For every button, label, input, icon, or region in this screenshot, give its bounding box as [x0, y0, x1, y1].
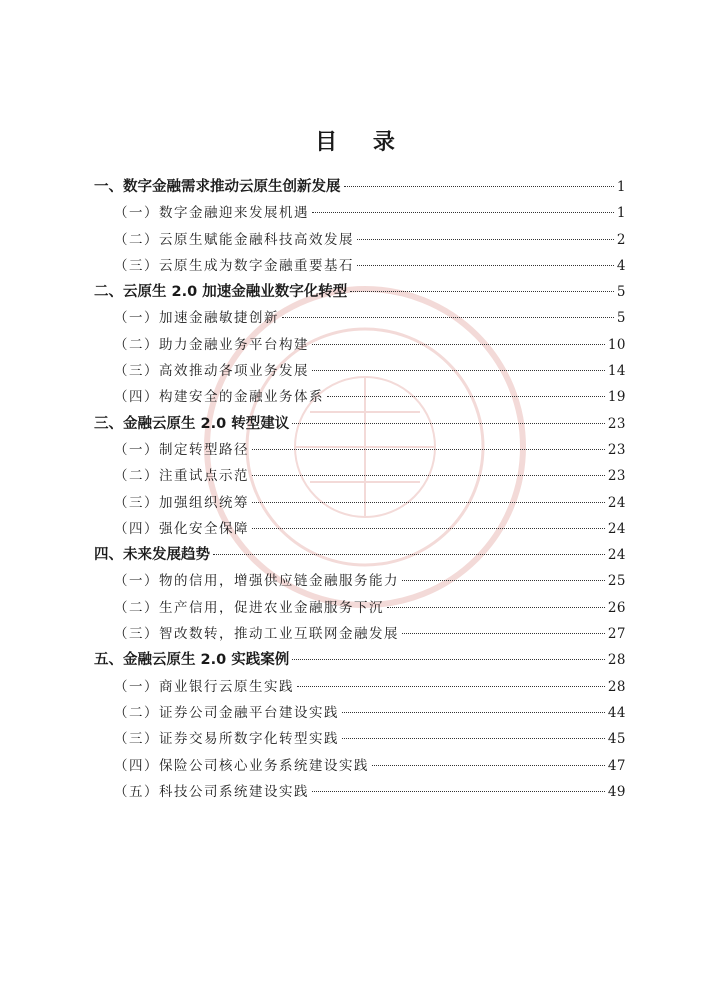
toc-entry-label: （二）生产信用，促进农业金融服务下沉 — [114, 599, 384, 616]
toc-page-number: 27 — [607, 626, 626, 643]
toc-title: 目 录 — [315, 130, 409, 155]
toc-entry-label: 一、数字金融需求推动云原生创新发展 — [94, 179, 341, 195]
toc-dot-leader — [282, 317, 614, 318]
toc-entry-label: （四）强化安全保障 — [114, 520, 249, 537]
toc-dot-leader — [402, 633, 605, 634]
toc-entry-label: （一）加速金融敏捷创新 — [114, 310, 279, 327]
toc-entry-label: 五、金融云原生 2.0 实践案例 — [94, 652, 290, 669]
toc-entry-label: 四、未来发展趋势 — [94, 547, 210, 564]
toc-page-number: 26 — [607, 599, 626, 616]
toc-entry-label: （二）证券公司金融平台建设实践 — [114, 704, 339, 721]
toc-section-entry[interactable] — [94, 621, 626, 647]
toc-page-number: 1 — [616, 205, 626, 222]
toc-dot-leader — [312, 344, 605, 345]
toc-dot-leader — [357, 265, 614, 266]
toc-page-number: 45 — [607, 731, 626, 748]
toc-entry-label: 二、云原生 2.0 加速金融业数字化转型 — [94, 284, 348, 301]
toc-entry-label: （二）助力金融业务平台构建 — [114, 336, 309, 353]
toc-page-number: 44 — [607, 704, 626, 721]
toc-dot-leader — [387, 607, 605, 608]
toc-dot-leader — [350, 291, 614, 292]
toc-section-entry[interactable] — [94, 305, 626, 331]
toc-page-number: 49 — [607, 783, 626, 800]
toc-section-entry[interactable] — [94, 253, 626, 279]
toc-dot-leader — [252, 528, 605, 529]
toc-entry-label: （三）智改数转，推动工业互联网金融发展 — [114, 626, 399, 643]
toc-chapter-entry[interactable] — [94, 174, 626, 200]
toc-section-entry[interactable] — [94, 490, 626, 516]
toc-entry-label: 三、金融云原生 2.0 转型建议 — [94, 415, 290, 432]
toc-entry-label: （五）科技公司系统建设实践 — [114, 783, 309, 800]
toc-chapter-entry[interactable] — [94, 647, 626, 673]
toc-page-number: 2 — [616, 231, 626, 248]
toc-dot-leader — [312, 370, 605, 371]
toc-section-entry[interactable] — [94, 463, 626, 489]
toc-dot-leader — [213, 554, 605, 555]
toc-section-entry[interactable] — [94, 200, 626, 226]
toc-dot-leader — [402, 580, 605, 581]
toc-section-entry[interactable] — [94, 384, 626, 410]
toc-entry-label: （四）构建安全的金融业务体系 — [114, 389, 324, 406]
toc-page-number: 24 — [607, 547, 626, 564]
toc-dot-leader — [252, 449, 605, 450]
toc-section-entry[interactable] — [94, 726, 626, 752]
toc-section-entry[interactable] — [94, 779, 626, 805]
toc-dot-leader — [372, 765, 605, 766]
toc-dot-leader — [344, 186, 614, 187]
toc-page-number: 28 — [607, 678, 626, 695]
toc-entry-label: （三）高效推动各项业务发展 — [114, 363, 309, 380]
toc-page-number: 10 — [607, 336, 626, 353]
toc-page-number: 4 — [616, 257, 626, 274]
toc-section-entry[interactable] — [94, 568, 626, 594]
toc-chapter-entry[interactable] — [94, 542, 626, 568]
toc-section-entry[interactable] — [94, 227, 626, 253]
toc-section-entry[interactable] — [94, 437, 626, 463]
toc-page-number: 14 — [607, 363, 626, 380]
toc-section-entry[interactable] — [94, 332, 626, 358]
toc-dot-leader — [342, 712, 605, 713]
toc-list — [94, 174, 626, 805]
toc-page-number: 28 — [607, 652, 626, 669]
toc-entry-label: （一）商业银行云原生实践 — [114, 678, 294, 695]
toc-section-entry[interactable] — [94, 753, 626, 779]
toc-page-number: 24 — [607, 494, 626, 511]
toc-page-number: 23 — [607, 415, 626, 432]
toc-section-entry[interactable] — [94, 516, 626, 542]
toc-chapter-entry[interactable] — [94, 279, 626, 305]
toc-entry-label: （三）证券交易所数字化转型实践 — [114, 731, 339, 748]
toc-page-number: 19 — [607, 389, 626, 406]
toc-dot-leader — [292, 423, 605, 424]
toc-dot-leader — [342, 738, 605, 739]
toc-entry-label: （二）云原生赋能金融科技高效发展 — [114, 231, 354, 248]
toc-page-number: 5 — [616, 310, 626, 327]
toc-section-entry[interactable] — [94, 595, 626, 621]
toc-dot-leader — [297, 686, 605, 687]
toc-entry-label: （三）云原生成为数字金融重要基石 — [114, 257, 354, 274]
toc-chapter-entry[interactable] — [94, 411, 626, 437]
toc-entry-label: （四）保险公司核心业务系统建设实践 — [114, 757, 369, 774]
toc-entry-label: （三）加强组织统筹 — [114, 494, 249, 511]
toc-entry-label: （一）数字金融迎来发展机遇 — [114, 205, 309, 222]
toc-page-number: 24 — [607, 520, 626, 537]
toc-entry-label: （一）制定转型路径 — [114, 441, 249, 458]
toc-dot-leader — [327, 396, 605, 397]
toc-section-entry[interactable] — [94, 358, 626, 384]
toc-entry-label: （一）物的信用，增强供应链金融服务能力 — [114, 573, 399, 590]
toc-entry-label: （二）注重试点示范 — [114, 468, 249, 485]
toc-dot-leader — [292, 659, 605, 660]
toc-dot-leader — [252, 475, 605, 476]
toc-page-number: 25 — [607, 573, 626, 590]
toc-page-number: 47 — [607, 757, 626, 774]
toc-page-number: 5 — [616, 284, 626, 301]
toc-section-entry[interactable] — [94, 674, 626, 700]
toc-dot-leader — [252, 502, 605, 503]
toc-dot-leader — [312, 791, 605, 792]
toc-dot-leader — [357, 239, 614, 240]
toc-section-entry[interactable] — [94, 700, 626, 726]
toc-page-number: 1 — [616, 179, 626, 195]
toc-dot-leader — [312, 212, 614, 213]
toc-page-number: 23 — [607, 468, 626, 485]
toc-page-number: 23 — [607, 441, 626, 458]
